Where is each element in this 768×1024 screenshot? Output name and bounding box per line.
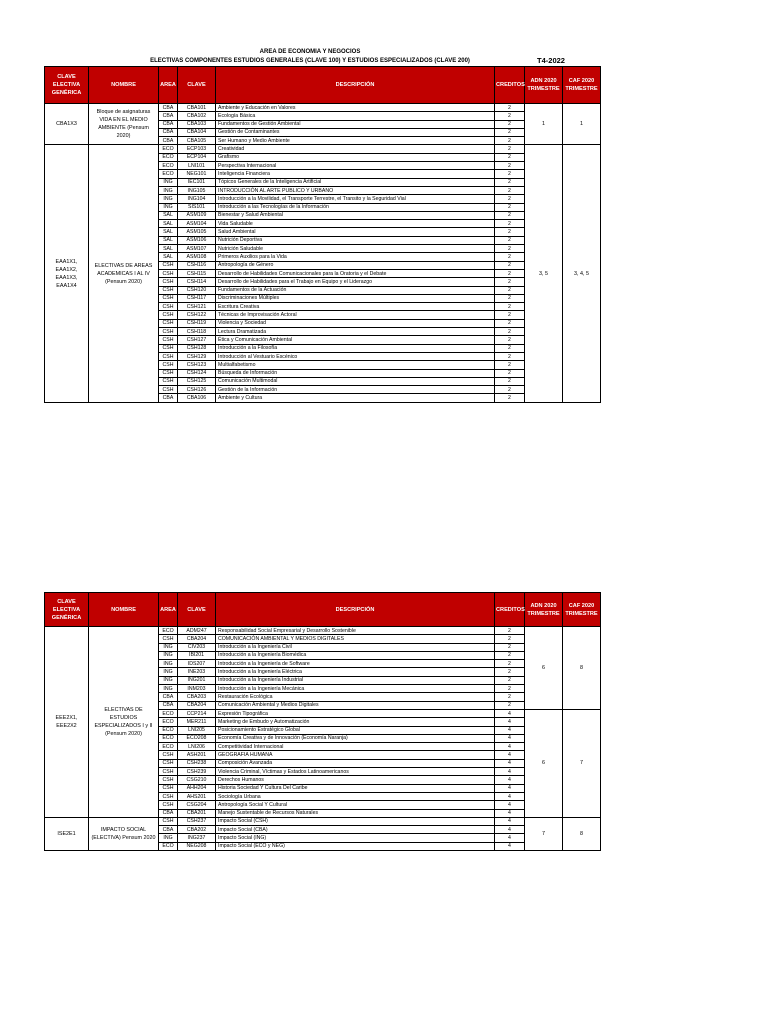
credits-cell: 4 bbox=[495, 718, 525, 726]
area-cell: CSH bbox=[159, 278, 178, 286]
credits-cell: 2 bbox=[495, 668, 525, 676]
course-code-cell: INM203 bbox=[178, 685, 216, 693]
area-cell: ING bbox=[159, 651, 178, 659]
credits-cell: 4 bbox=[495, 709, 525, 717]
credits-cell: 2 bbox=[495, 153, 525, 161]
credits-cell: 2 bbox=[495, 120, 525, 128]
course-code-cell: CSH121 bbox=[178, 303, 216, 311]
area-cell: CSH bbox=[159, 759, 178, 767]
area-cell: ECO bbox=[159, 709, 178, 717]
credits-cell: 4 bbox=[495, 751, 525, 759]
area-cell: ECO bbox=[159, 145, 178, 153]
course-code-cell: ECP104 bbox=[178, 153, 216, 161]
course-code-cell: ING105 bbox=[178, 186, 216, 194]
area-cell: ECO bbox=[159, 718, 178, 726]
area-cell: SAL bbox=[159, 228, 178, 236]
area-cell: ING bbox=[159, 676, 178, 684]
area-cell: CBA bbox=[159, 104, 178, 112]
credits-cell: 2 bbox=[495, 236, 525, 244]
area-cell: CBA bbox=[159, 826, 178, 834]
area-cell: SAL bbox=[159, 236, 178, 244]
course-description-cell: Comunicación Ambiental y Medios Digitales bbox=[216, 701, 495, 709]
area-cell: CSH bbox=[159, 751, 178, 759]
course-code-cell: ASH201 bbox=[178, 751, 216, 759]
course-code-cell: CSH238 bbox=[178, 759, 216, 767]
area-cell: ING bbox=[159, 660, 178, 668]
course-description-cell: Tópicos Generales de la Inteligencia Artificial bbox=[216, 178, 495, 186]
credits-cell: 2 bbox=[495, 203, 525, 211]
course-description-cell: Grafismo bbox=[216, 153, 495, 161]
course-description-cell: Composición Avanzada bbox=[216, 759, 495, 767]
course-code-cell: ING104 bbox=[178, 195, 216, 203]
credits-cell: 2 bbox=[495, 651, 525, 659]
course-description-cell: Inteligencia Financiera bbox=[216, 170, 495, 178]
course-code-cell: ECP103 bbox=[178, 145, 216, 153]
course-description-cell: Impacto Social (CBA) bbox=[216, 826, 495, 834]
area-cell: ING bbox=[159, 195, 178, 203]
course-code-cell: AHS201 bbox=[178, 792, 216, 800]
area-cell: CSH bbox=[159, 801, 178, 809]
course-code-cell: ING237 bbox=[178, 834, 216, 842]
area-cell: CSH bbox=[159, 261, 178, 269]
course-code-cell: CBA102 bbox=[178, 112, 216, 120]
course-code-cell: CSH120 bbox=[178, 286, 216, 294]
area-cell: SAL bbox=[159, 211, 178, 219]
course-description-cell: Introducción a la Ingeniería de Software bbox=[216, 660, 495, 668]
header-nombre: NOMBRE bbox=[89, 593, 159, 627]
credits-cell: 2 bbox=[495, 245, 525, 253]
course-description-cell: Ambiente y Cultura bbox=[216, 394, 495, 402]
course-code-cell: ASM104 bbox=[178, 220, 216, 228]
table-row bbox=[45, 145, 601, 153]
area-cell: CSH bbox=[159, 369, 178, 377]
group-name-cell: IMPACTO SOCIAL (ELECTIVA) Pensum 2020 bbox=[89, 817, 159, 850]
area-cell: CSH bbox=[159, 377, 178, 385]
course-code-cell: CSH122 bbox=[178, 311, 216, 319]
area-cell: ECO bbox=[159, 842, 178, 850]
area-cell: ECO bbox=[159, 726, 178, 734]
group-code-cell: ISE2E1 bbox=[45, 817, 89, 850]
header-nombre: NOMBRE bbox=[89, 67, 159, 104]
course-code-cell: ECO208 bbox=[178, 734, 216, 742]
adn-term-cell: 6 bbox=[525, 709, 563, 817]
course-description-cell: Introducción a la Ingeniería Industrial bbox=[216, 676, 495, 684]
page-title: AREA DE ECONOMIA Y NEGOCIOS bbox=[259, 49, 361, 55]
course-description-cell: Impacto Social (ECO y NEG) bbox=[216, 842, 495, 850]
course-code-cell: LNI101 bbox=[178, 162, 216, 170]
credits-cell: 2 bbox=[495, 311, 525, 319]
course-code-cell: CSH117 bbox=[178, 294, 216, 302]
course-description-cell: Introducción al Vestuario Escénico bbox=[216, 352, 495, 360]
course-code-cell: ASM109 bbox=[178, 211, 216, 219]
area-cell: CSH bbox=[159, 319, 178, 327]
course-description-cell: Responsabilidad Social Empresarial y Desarrollo Sostenible bbox=[216, 627, 495, 635]
course-description-cell: Sociología Urbana bbox=[216, 792, 495, 800]
credits-cell: 2 bbox=[495, 685, 525, 693]
credits-cell: 4 bbox=[495, 743, 525, 751]
course-description-cell: Violencia Criminal, Víctimas y Estados Latinoamericanos bbox=[216, 768, 495, 776]
course-description-cell: Historia Sociedad Y Cultura Del Caribe bbox=[216, 784, 495, 792]
course-code-cell: CIV203 bbox=[178, 643, 216, 651]
course-description-cell: Introducción a las Tecnologías de la Información bbox=[216, 203, 495, 211]
credits-cell: 2 bbox=[495, 361, 525, 369]
credits-cell: 4 bbox=[495, 734, 525, 742]
course-description-cell: Marketing de Embudo y Automatización bbox=[216, 718, 495, 726]
credits-cell: 4 bbox=[495, 834, 525, 842]
course-description-cell: Nutrición Saludable bbox=[216, 245, 495, 253]
credits-cell: 2 bbox=[495, 676, 525, 684]
course-description-cell: Introducción a la Ingeniería Biomédica bbox=[216, 651, 495, 659]
credits-cell: 2 bbox=[495, 261, 525, 269]
credits-cell: 4 bbox=[495, 759, 525, 767]
area-cell: CSH bbox=[159, 635, 178, 643]
course-description-cell: Expresión Tipográfica bbox=[216, 709, 495, 717]
area-cell: CBA bbox=[159, 693, 178, 701]
course-description-cell: Desarrollo de Habilidades para el Trabajo en Equipo y el Liderazgo bbox=[216, 278, 495, 286]
group-name-cell: Bloque de asignaturas VIDA EN EL MEDIO AMBIENTE (Pensum 2020) bbox=[89, 104, 159, 145]
credits-cell: 2 bbox=[495, 228, 525, 236]
credits-cell: 2 bbox=[495, 186, 525, 194]
caf-term-cell: 3, 4, 5 bbox=[563, 145, 601, 402]
course-code-cell: CSH237 bbox=[178, 817, 216, 825]
group-code-cell: EAA1X1, EAA1X2, EAA1X3, EAA1X4 bbox=[45, 145, 89, 402]
credits-cell: 2 bbox=[495, 178, 525, 186]
course-code-cell: IBI201 bbox=[178, 651, 216, 659]
course-code-cell: CBA203 bbox=[178, 693, 216, 701]
area-cell: CSH bbox=[159, 784, 178, 792]
course-code-cell: ADM247 bbox=[178, 627, 216, 635]
adn-term-cell: 1 bbox=[525, 104, 563, 145]
course-code-cell: IEC101 bbox=[178, 178, 216, 186]
course-description-cell: Bienestar y Salud Ambiental bbox=[216, 211, 495, 219]
area-cell: ECO bbox=[159, 162, 178, 170]
course-code-cell: CSG210 bbox=[178, 776, 216, 784]
course-code-cell: NEG208 bbox=[178, 842, 216, 850]
credits-cell: 4 bbox=[495, 792, 525, 800]
area-cell: CSH bbox=[159, 817, 178, 825]
group-name-cell: ELECTIVAS DE ESTUDIOS ESPECIALIZADOS I y II (Pensum 2020) bbox=[89, 627, 159, 818]
course-code-cell: CCP214 bbox=[178, 709, 216, 717]
course-description-cell: Vida Saludable bbox=[216, 220, 495, 228]
credits-cell: 2 bbox=[495, 303, 525, 311]
adn-term-cell: 7 bbox=[525, 817, 563, 850]
caf-term-cell: 1 bbox=[563, 104, 601, 145]
group-code-cell: EEE2X1, EEE2X2 bbox=[45, 627, 89, 818]
course-code-cell: CSH119 bbox=[178, 319, 216, 327]
area-cell: CBA bbox=[159, 128, 178, 136]
area-cell: CBA bbox=[159, 394, 178, 402]
course-code-cell: MER211 bbox=[178, 718, 216, 726]
credits-cell: 2 bbox=[495, 643, 525, 651]
credits-cell: 2 bbox=[495, 336, 525, 344]
area-cell: CBA bbox=[159, 809, 178, 817]
area-cell: SAL bbox=[159, 245, 178, 253]
area-cell: CSH bbox=[159, 344, 178, 352]
caf-term-cell: 8 bbox=[563, 817, 601, 850]
course-code-cell: CSH115 bbox=[178, 269, 216, 277]
credits-cell: 2 bbox=[495, 328, 525, 336]
credits-cell: 2 bbox=[495, 128, 525, 136]
credits-cell: 2 bbox=[495, 162, 525, 170]
area-cell: CSH bbox=[159, 768, 178, 776]
area-cell: CSH bbox=[159, 311, 178, 319]
course-description-cell: Técnicas de Improvisación Actoral bbox=[216, 311, 495, 319]
electives-table-specialized bbox=[44, 592, 601, 851]
course-description-cell: Fundamentos de la Actuación bbox=[216, 286, 495, 294]
area-cell: ECO bbox=[159, 734, 178, 742]
course-code-cell: INE203 bbox=[178, 668, 216, 676]
caf-term-cell: 7 bbox=[563, 709, 601, 817]
course-description-cell: Manejo Sustentable de Recursos Naturales bbox=[216, 809, 495, 817]
course-description-cell: Antropología Social Y Cultural bbox=[216, 801, 495, 809]
course-description-cell: Nutrición Deportiva bbox=[216, 236, 495, 244]
credits-cell: 2 bbox=[495, 352, 525, 360]
course-description-cell: Economía Creativa y de Innovación (Economía Naranja) bbox=[216, 734, 495, 742]
credits-cell: 4 bbox=[495, 801, 525, 809]
area-cell: ING bbox=[159, 203, 178, 211]
credits-cell: 2 bbox=[495, 701, 525, 709]
course-description-cell: COMUNICACIÓN AMBIENTAL Y MEDIOS DIGITALES bbox=[216, 635, 495, 643]
course-description-cell: Perspectiva Internacional bbox=[216, 162, 495, 170]
area-cell: ING bbox=[159, 834, 178, 842]
area-cell: ING bbox=[159, 186, 178, 194]
course-description-cell: Fundamentos de Gestión Ambiental bbox=[216, 120, 495, 128]
course-description-cell: Posicionamiento Estratégico Global bbox=[216, 726, 495, 734]
credits-cell: 2 bbox=[495, 660, 525, 668]
course-code-cell: CSH127 bbox=[178, 336, 216, 344]
credits-cell: 2 bbox=[495, 344, 525, 352]
page-subtitle: ELECTIVAS COMPONENTES ESTUDIOS GENERALES (CLAVE 100) Y ESTUDIOS ESPECIALIZADOS (CLAVE 200) bbox=[150, 58, 470, 64]
area-cell: SAL bbox=[159, 253, 178, 261]
group-code-cell: CBA1X3 bbox=[45, 104, 89, 145]
credits-cell: 2 bbox=[495, 269, 525, 277]
group-name-cell: ELECTIVAS DE AREAS ACADEMICAS I AL IV (Pensum 2020) bbox=[89, 145, 159, 402]
credits-cell: 4 bbox=[495, 726, 525, 734]
course-description-cell: Impacto Social (CSH) bbox=[216, 817, 495, 825]
course-description-cell: Creatividad bbox=[216, 145, 495, 153]
area-cell: ECO bbox=[159, 743, 178, 751]
credits-cell: 2 bbox=[495, 278, 525, 286]
course-code-cell: CBA105 bbox=[178, 137, 216, 145]
electives-table-general bbox=[44, 66, 601, 403]
table-row bbox=[45, 817, 601, 825]
credits-cell: 2 bbox=[495, 211, 525, 219]
credits-cell: 2 bbox=[495, 112, 525, 120]
course-description-cell: Salud Ambiental bbox=[216, 228, 495, 236]
credits-cell: 4 bbox=[495, 776, 525, 784]
credits-cell: 2 bbox=[495, 170, 525, 178]
credits-cell: 4 bbox=[495, 826, 525, 834]
course-code-cell: CSH128 bbox=[178, 344, 216, 352]
course-code-cell: ASM105 bbox=[178, 228, 216, 236]
course-description-cell: INTRODUCCIÓN AL ARTE PUBLICO Y URBANO bbox=[216, 186, 495, 194]
credits-cell: 2 bbox=[495, 319, 525, 327]
credits-cell: 4 bbox=[495, 817, 525, 825]
credits-cell: 2 bbox=[495, 627, 525, 635]
course-code-cell: CBA106 bbox=[178, 394, 216, 402]
area-cell: ECO bbox=[159, 153, 178, 161]
header-clave-generica: CLAVE ELECTIVA GENÉRICA bbox=[45, 593, 89, 627]
course-code-cell: ASM107 bbox=[178, 245, 216, 253]
table-row bbox=[45, 627, 601, 635]
course-code-cell: CSH118 bbox=[178, 328, 216, 336]
course-code-cell: IDS207 bbox=[178, 660, 216, 668]
course-code-cell: CSH129 bbox=[178, 352, 216, 360]
term-label: T4-2022 bbox=[537, 56, 565, 65]
header-creditos: CREDITOS bbox=[495, 593, 525, 627]
header-clave: CLAVE bbox=[178, 593, 216, 627]
credits-cell: 2 bbox=[495, 286, 525, 294]
area-cell: CSH bbox=[159, 328, 178, 336]
course-description-cell: Discriminaciones Múltiples bbox=[216, 294, 495, 302]
credits-cell: 4 bbox=[495, 809, 525, 817]
credits-cell: 2 bbox=[495, 369, 525, 377]
course-code-cell: CBA103 bbox=[178, 120, 216, 128]
course-description-cell: Lectura Dramatizada bbox=[216, 328, 495, 336]
credits-cell: 4 bbox=[495, 768, 525, 776]
course-code-cell: AHH204 bbox=[178, 784, 216, 792]
area-cell: CSH bbox=[159, 286, 178, 294]
header-area: AREA bbox=[159, 67, 178, 104]
course-description-cell: Introducción a la Ingeniería Civil bbox=[216, 643, 495, 651]
course-description-cell: Escritura Creativa bbox=[216, 303, 495, 311]
credits-cell: 2 bbox=[495, 635, 525, 643]
course-description-cell: Multialfabetismo bbox=[216, 361, 495, 369]
area-cell: CSH bbox=[159, 361, 178, 369]
header-clave: CLAVE bbox=[178, 67, 216, 104]
adn-term-cell: 3, 5 bbox=[525, 145, 563, 402]
course-code-cell: NEG101 bbox=[178, 170, 216, 178]
course-description-cell: Introducción a la Ingeniería Eléctrica bbox=[216, 668, 495, 676]
course-code-cell: CSG204 bbox=[178, 801, 216, 809]
course-description-cell: Comunicación Multimodal bbox=[216, 377, 495, 385]
credits-cell: 2 bbox=[495, 137, 525, 145]
course-code-cell: ASM106 bbox=[178, 236, 216, 244]
course-code-cell: CSH239 bbox=[178, 768, 216, 776]
area-cell: ING bbox=[159, 178, 178, 186]
area-cell: ING bbox=[159, 668, 178, 676]
area-cell: ECO bbox=[159, 170, 178, 178]
area-cell: CSH bbox=[159, 352, 178, 360]
course-code-cell: CSH123 bbox=[178, 361, 216, 369]
area-cell: CSH bbox=[159, 303, 178, 311]
course-description-cell: Violencia y Sociedad bbox=[216, 319, 495, 327]
course-description-cell: Ser Humano y Medio Ambiente bbox=[216, 137, 495, 145]
area-cell: CBA bbox=[159, 112, 178, 120]
header-caf: CAF 2020 TRIMESTRE bbox=[563, 67, 601, 104]
course-code-cell: CSH114 bbox=[178, 278, 216, 286]
credits-cell: 2 bbox=[495, 294, 525, 302]
table-row bbox=[45, 104, 601, 112]
course-description-cell: Ecología Básica bbox=[216, 112, 495, 120]
header-adn: ADN 2020 TRIMESTRE bbox=[525, 67, 563, 104]
course-description-cell: Ética y Comunicación Ambiental bbox=[216, 336, 495, 344]
header-adn: ADN 2020 TRIMESTRE bbox=[525, 593, 563, 627]
credits-cell: 4 bbox=[495, 784, 525, 792]
course-code-cell: CSH126 bbox=[178, 386, 216, 394]
course-description-cell: Introducción a la Ingeniería Mecánica bbox=[216, 685, 495, 693]
credits-cell: 2 bbox=[495, 394, 525, 402]
area-cell: ING bbox=[159, 643, 178, 651]
header-creditos: CREDITOS bbox=[495, 67, 525, 104]
course-code-cell: CBA204 bbox=[178, 701, 216, 709]
credits-cell: 2 bbox=[495, 253, 525, 261]
area-cell: SAL bbox=[159, 220, 178, 228]
credits-cell: 2 bbox=[495, 377, 525, 385]
course-code-cell: CSH116 bbox=[178, 261, 216, 269]
area-cell: CSH bbox=[159, 386, 178, 394]
course-code-cell: LNI205 bbox=[178, 726, 216, 734]
header-caf: CAF 2020 TRIMESTRE bbox=[563, 593, 601, 627]
credits-cell: 2 bbox=[495, 104, 525, 112]
course-code-cell: CBA202 bbox=[178, 826, 216, 834]
course-description-cell: Introducción a la Filosofía bbox=[216, 344, 495, 352]
course-description-cell: Restauración Ecológica bbox=[216, 693, 495, 701]
course-description-cell: Introducción a la Movilidad, el Transporte Terrestre, el Transito y la Seguridad Vial bbox=[216, 195, 495, 203]
course-code-cell: ASM108 bbox=[178, 253, 216, 261]
area-cell: ECO bbox=[159, 627, 178, 635]
course-code-cell: SIS101 bbox=[178, 203, 216, 211]
header-descripcion: DESCRIPCIÓN bbox=[216, 67, 495, 104]
course-code-cell: CBA204 bbox=[178, 635, 216, 643]
area-cell: ING bbox=[159, 685, 178, 693]
area-cell: CBA bbox=[159, 120, 178, 128]
credits-cell: 4 bbox=[495, 842, 525, 850]
course-code-cell: ING201 bbox=[178, 676, 216, 684]
area-cell: CSH bbox=[159, 792, 178, 800]
area-cell: CSH bbox=[159, 269, 178, 277]
credits-cell: 2 bbox=[495, 145, 525, 153]
course-code-cell: LNI206 bbox=[178, 743, 216, 751]
area-cell: CBA bbox=[159, 137, 178, 145]
course-description-cell: Derechos Humanos bbox=[216, 776, 495, 784]
course-code-cell: CBA104 bbox=[178, 128, 216, 136]
area-cell: CSH bbox=[159, 776, 178, 784]
header-descripcion: DESCRIPCIÓN bbox=[216, 593, 495, 627]
adn-term-cell: 6 bbox=[525, 627, 563, 710]
course-code-cell: CBA201 bbox=[178, 809, 216, 817]
course-description-cell: Primeros Auxilios para la Vida bbox=[216, 253, 495, 261]
course-code-cell: CBA101 bbox=[178, 104, 216, 112]
credits-cell: 2 bbox=[495, 693, 525, 701]
credits-cell: 2 bbox=[495, 386, 525, 394]
course-description-cell: Gestión de Contaminantes bbox=[216, 128, 495, 136]
course-description-cell: Impacto Social (ING) bbox=[216, 834, 495, 842]
area-cell: CSH bbox=[159, 336, 178, 344]
course-description-cell: Ambiente y Educación en Valores bbox=[216, 104, 495, 112]
course-description-cell: Competitividad Internacional bbox=[216, 743, 495, 751]
course-description-cell: GEOGRAFIA HUMANA bbox=[216, 751, 495, 759]
course-description-cell: Desarrollo de Habilidades Comunicacionales para la Oratoria y el Debate bbox=[216, 269, 495, 277]
area-cell: CSH bbox=[159, 294, 178, 302]
course-code-cell: CSH124 bbox=[178, 369, 216, 377]
credits-cell: 2 bbox=[495, 220, 525, 228]
course-description-cell: Búsqueda de Información bbox=[216, 369, 495, 377]
header-area: AREA bbox=[159, 593, 178, 627]
course-description-cell: Antropología de Género bbox=[216, 261, 495, 269]
header-clave-generica: CLAVE ELECTIVA GENÉRICA bbox=[45, 67, 89, 104]
credits-cell: 2 bbox=[495, 195, 525, 203]
course-code-cell: CSH125 bbox=[178, 377, 216, 385]
course-description-cell: Gestión de la Información bbox=[216, 386, 495, 394]
area-cell: CBA bbox=[159, 701, 178, 709]
caf-term-cell: 8 bbox=[563, 627, 601, 710]
